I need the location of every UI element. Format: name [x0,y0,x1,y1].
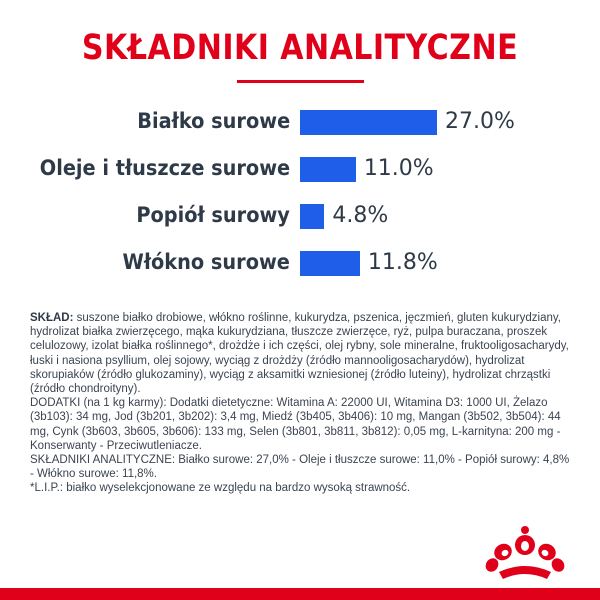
dodatki-paragraph: DODATKI (na 1 kg karmy): Dodatki dietetyczne: Witamina A: 22000 UI, Witamina D3: 1000 UI, Żelazo (3b103): 34 mg, Jod (3b201, 3b202): 3,4 mg, Miedź (3b405, 3b406): 10 mg, Mangan (3b502, 3b504): 44 mg, Cynk (3b603, 3b605, 3b606): 133 mg, Selen (3b801, 3b811, 3b812): 0,05 mg, L-karnityna: 200 mg - Konserwanty - Przeciwutleniacze. [30,397,561,452]
composition-text [30,311,570,496]
crown-icon [485,524,565,582]
category-label-wlokno-surowe: Włókno surowe [122,250,290,274]
lip-paragraph: *L.I.P.: białko wyselekcjonowane ze względu na bardzo wysoką strawność. [30,482,411,495]
bar-oleje-i-tluszcze-surowe [300,157,356,182]
analityczne-paragraph: SKŁADNIKI ANALITYCZNE: Białko surowe: 27,0% - Oleje i tłuszcze surowe: 11,0% - Popiół surowy: 4,8% - Włókno surowe: 11,8%. [30,454,570,481]
value-label-bialko-surowe: 27.0% [445,109,515,134]
sklad-label: SKŁAD: [30,312,74,324]
bottom-brand-bar [0,588,600,600]
page-title: SKŁADNIKI ANALITYCZNE [81,28,519,68]
bar-wlokno-surowe [300,251,360,276]
category-label-oleje-i-tluszcze-surowe: Oleje i tłuszcze surowe [39,156,290,180]
category-label-popiol-surowy: Popiół surowy [136,203,290,227]
category-label-bialko-surowe: Białko surowe [137,109,290,133]
value-label-popiol-surowy: 4.8% [332,203,389,228]
bar-bialko-surowe [300,110,437,135]
value-label-oleje-i-tluszcze-surowe: 11.0% [363,156,434,181]
sklad-text: suszone białko drobiowe, włókno roślinne, kukurydza, pszenica, jęczmień, gluten kukurydziany, hydrolizat białka zwierzęcego, mąka kukurydziana, tłuszcze zwierzęce, ryż, pulpa buraczana, proszek celulozowy, izolat białka roślinnego*, drożdże i ich części, olej rybny, sole mineralne, fruktooligosacharydy, łuski i nasiona psyllium, olej sojowy, wyciąg z drożdży (źródło mannooligosacharydów), hydrolizat skorupiaków (źródło glukozaminy), wyciąg z aksamitki wzniesionej (źródło luteiny), hydrolizat chrząstki (źródło chondroityny). [30,312,569,396]
value-label-wlokno-surowe: 11.8% [367,250,438,275]
bar-popiol-surowy [300,204,324,229]
sklad-paragraph [30,311,570,396]
